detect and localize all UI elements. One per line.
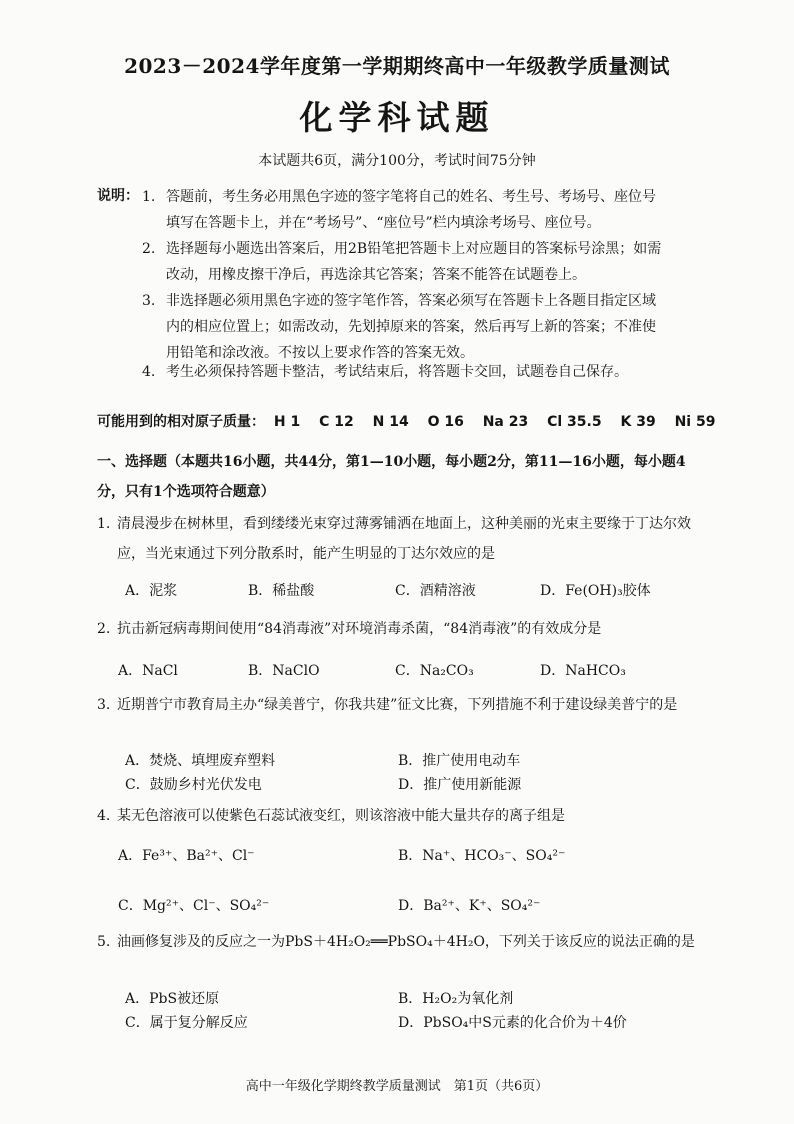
note-item	[142, 288, 662, 366]
option-c[interactable]: C．鼓励乡村光伏发电	[125, 777, 262, 793]
subject-title: 化学科试题	[299, 98, 495, 137]
atomic-masses-label: 可能用到的相对原子质量：	[97, 414, 265, 430]
notes-label: 说明：	[97, 188, 139, 204]
option-c[interactable]: C．酒精溶液	[395, 583, 476, 599]
section-heading: 一、选择题（本题共16小题，共44分，第1—10小题，每小题2分，第11—16小题，每小题4分，只有1个选项符合题意）	[97, 454, 686, 500]
atomic-mass: O 16	[427, 414, 464, 430]
option-d[interactable]: D．NaHCO₃	[540, 663, 626, 679]
question-text: 某无色溶液可以使紫色石蕊试液变红，则该溶液中能大量共存的离子组是	[117, 808, 565, 824]
question-number: 2.	[97, 621, 111, 637]
option-a[interactable]: A．焚烧、填埋废弃塑料	[125, 753, 276, 769]
question-text: 清晨漫步在树林里，看到缕缕光束穿过薄雾铺洒在地面上，这种美丽的光束主要缘于丁达尔效应，当光束通过下列分散系时，能产生明显的丁达尔效应的是	[117, 516, 691, 562]
option-c[interactable]: C．Na₂CO₃	[395, 663, 474, 679]
atomic-mass: K 39	[620, 414, 656, 430]
question-text: 近期普宁市教育局主办“绿美普宁，你我共建”征文比赛，下列措施不利于建设绿美普宁的是	[117, 697, 678, 713]
atomic-masses-line	[97, 411, 729, 431]
note-number: 4.	[142, 364, 156, 380]
question-number: 5.	[97, 934, 111, 950]
option-c[interactable]: C．Mg²⁺、Cl⁻、SO₄²⁻	[118, 898, 270, 914]
atomic-mass: Na 23	[482, 414, 529, 430]
question-text: 抗击新冠病毒期间使用“84消毒液”对环境消毒杀菌，“84消毒液”的有效成分是	[117, 621, 602, 637]
question-number: 4.	[97, 808, 111, 824]
option-a[interactable]: A．泥浆	[125, 583, 178, 599]
exam-title: 2023－2024学年度第一学期期终高中一年级教学质量测试	[124, 54, 670, 78]
question-5	[97, 927, 697, 957]
page-footer: 高中一年级化学期终教学质量测试 第1页（共6页）	[245, 1079, 549, 1094]
option-d[interactable]: D．Ba²⁺、K⁺、SO₄²⁻	[398, 898, 541, 914]
question-text: 油画修复涉及的反应之一为PbS＋4H₂O₂══PbSO₄＋4H₂O，下列关于该反应的说法正确的是	[117, 934, 695, 950]
question-4	[97, 801, 697, 831]
question-number: 3.	[97, 697, 111, 713]
note-item	[142, 236, 662, 288]
option-b[interactable]: B．NaClO	[248, 663, 320, 679]
note-text: 答题前，考生务必用黑色字迹的签字笔将自己的姓名、考生号、考场号、座位号填写在答题卡上，并在“考场号”、“座位号”栏内填涂考场号、座位号。	[166, 189, 656, 231]
option-b[interactable]: B．推广使用电动车	[398, 753, 521, 769]
option-a[interactable]: A．Fe³⁺、Ba²⁺、Cl⁻	[118, 848, 255, 864]
atomic-mass: N 14	[372, 414, 409, 430]
note-text: 考生必须保持答题卡整洁，考试结束后，将答题卡交回，试题卷自己保存。	[166, 364, 628, 380]
atomic-mass: C 12	[319, 414, 354, 430]
note-text: 非选择题必须用黑色字迹的签字笔作答，答案必须写在答题卡上各题目指定区域内的相应位置上；如需改动，先划掉原来的答案，然后再写上新的答案；不准使用铅笔和涂改液。不按以上要求作答的答案无效。	[166, 293, 656, 361]
option-b[interactable]: B．稀盐酸	[248, 583, 315, 599]
note-item	[142, 184, 662, 236]
atomic-mass: H 1	[273, 414, 301, 430]
atomic-mass: Cl 35.5	[547, 414, 602, 430]
note-number: 2.	[142, 241, 156, 257]
note-number: 1.	[142, 189, 156, 205]
question-number: 1.	[97, 516, 111, 532]
note-item	[142, 359, 662, 385]
option-a[interactable]: A．NaCl	[118, 663, 178, 679]
option-d[interactable]: D．Fe(OH)₃胶体	[540, 583, 651, 599]
note-text: 选择题每小题选出答案后，用2B铅笔把答题卡上对应题目的答案标号涂黑；如需改动，用橡皮擦干净后，再选涂其它答案；答案不能答在试题卷上。	[166, 241, 662, 283]
note-number: 3.	[142, 293, 156, 309]
option-b[interactable]: B．H₂O₂为氧化剂	[398, 991, 514, 1007]
option-a[interactable]: A．PbS被还原	[125, 991, 220, 1007]
option-d[interactable]: D．推广使用新能源	[398, 777, 522, 793]
question-3	[97, 690, 697, 720]
question-1	[97, 509, 697, 569]
option-b[interactable]: B．Na⁺、HCO₃⁻、SO₄²⁻	[398, 848, 566, 864]
exam-info: 本试题共6页，满分100分，考试时间75分钟	[258, 153, 536, 169]
option-c[interactable]: C．属于复分解反应	[125, 1015, 248, 1031]
atomic-mass: Ni 59	[674, 414, 716, 430]
question-2	[97, 614, 697, 644]
option-d[interactable]: D．PbSO₄中S元素的化合价为＋4价	[398, 1015, 627, 1031]
